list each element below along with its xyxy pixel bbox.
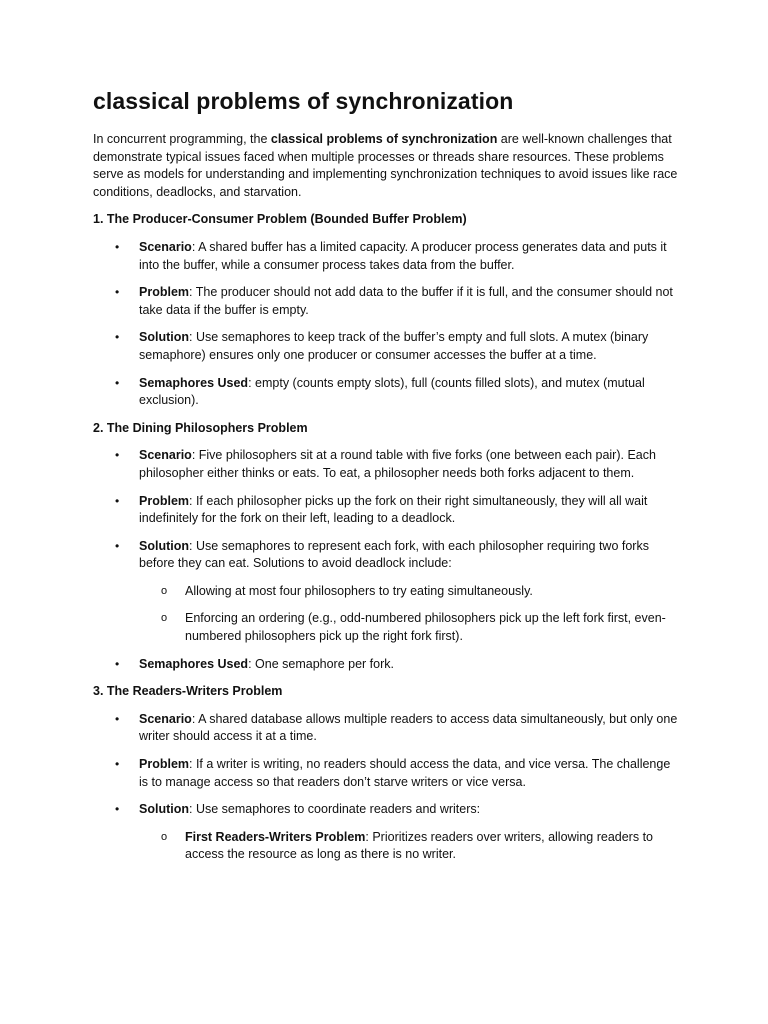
- intro-bold-phrase: classical problems of synchronization: [270, 132, 498, 146]
- sub-item-text: Allowing at most four philosophers to try eating simultaneously.: [185, 583, 533, 598]
- document-title: classical problems of synchronization: [93, 88, 514, 114]
- item-label: Problem: [139, 493, 190, 508]
- circle-bullet-icon: o: [161, 830, 168, 843]
- deadlock-solutions-sublist: [139, 583, 678, 646]
- bullet-icon: •: [115, 448, 120, 463]
- list-item: [93, 329, 678, 364]
- item-text: : If a writer is writing, no readers should access the data, and vice versa. The challenge is to manage access so that readers don’t starve writers or vice versa.: [139, 757, 671, 789]
- item-label: Solution: [139, 330, 189, 345]
- item-label: Scenario: [139, 711, 192, 726]
- item-text: : empty (counts empty slots), full (counts filled slots), and mutex (mutual exclusion).: [139, 375, 645, 408]
- item-text: : If each philosopher picks up the fork on their right simultaneously, they will all wait indefinitely for the fork on their left, leading to a deadlock.: [139, 493, 648, 526]
- section-heading-dining-philosophers: 2. The Dining Philosophers Problem: [93, 420, 308, 435]
- sub-list-item: [139, 583, 678, 601]
- list-item: [93, 375, 678, 410]
- intro-paragraph: [93, 131, 678, 201]
- document-page: [93, 86, 678, 874]
- list-item: [93, 538, 678, 646]
- list-item: [93, 711, 678, 746]
- item-text: : One semaphore per fork.: [248, 656, 394, 671]
- bullet-icon: •: [115, 656, 120, 671]
- item-label: Semaphores Used: [139, 375, 249, 390]
- item-label: Semaphores Used: [139, 656, 249, 671]
- bullet-icon: •: [115, 538, 120, 553]
- readers-writers-list: [93, 711, 678, 864]
- item-text: : A shared buffer has a limited capacity. A producer process generates data and puts it into the buffer, while a consumer process takes data from the buffer.: [139, 239, 667, 272]
- bullet-icon: •: [115, 757, 120, 772]
- section-heading-readers-writers: 3. The Readers-Writers Problem: [93, 684, 283, 699]
- item-text: : Use semaphores to keep track of the buffer’s empty and full slots. A mutex (binary semaphore) ensures only one producer or consumer accesses the buffer at a time.: [139, 330, 649, 362]
- list-item: [93, 239, 678, 274]
- intro-text-start: In concurrent programming, the: [93, 132, 271, 146]
- item-label: Solution: [139, 538, 189, 553]
- dining-philosophers-list: [93, 447, 678, 673]
- bullet-icon: •: [115, 802, 120, 817]
- item-label: Scenario: [139, 239, 192, 254]
- item-label: Solution: [139, 802, 189, 817]
- section-heading-producer-consumer: 1. The Producer-Consumer Problem (Bounded Buffer Problem): [93, 212, 467, 227]
- producer-consumer-list: [93, 239, 678, 410]
- bullet-icon: •: [115, 711, 120, 726]
- readers-writers-variants-sublist: [139, 829, 678, 864]
- bullet-icon: •: [115, 375, 120, 390]
- list-item: [93, 656, 678, 674]
- item-label: Problem: [139, 285, 190, 300]
- sub-item-text: Enforcing an ordering (e.g., odd-numbered philosophers pick up the left fork first, even-numbered philosophers pick up the right fork first).: [185, 611, 666, 644]
- sub-item-text: : Prioritizes readers over writers, allowing readers to access the resource as long as there is no writer.: [185, 829, 653, 862]
- circle-bullet-icon: o: [161, 612, 168, 625]
- circle-bullet-icon: o: [161, 584, 168, 597]
- sub-list-item: [139, 829, 678, 864]
- bullet-icon: •: [115, 493, 120, 508]
- intro-text-end: are well-known challenges that demonstrate typical issues faced when multiple processes or threads share resources. These problems serve as models for understanding and implementing synchronization techniques to avoid issues like race conditions, deadlocks, and starvation.: [93, 132, 678, 199]
- list-item: [93, 756, 678, 791]
- item-text: : Five philosophers sit at a round table with five forks (one between each pair). Each philosopher either thinks or eats. To eat, a philosopher needs both forks adjacent to them.: [139, 448, 656, 480]
- list-item: [93, 493, 678, 528]
- item-text: : The producer should not add data to the buffer if it is full, and the consumer should not take data if the buffer is empty.: [139, 285, 673, 317]
- item-label: Problem: [139, 757, 190, 772]
- list-item: [93, 284, 678, 319]
- bullet-icon: •: [115, 285, 120, 300]
- sub-list-item: [139, 610, 678, 645]
- bullet-icon: •: [115, 239, 120, 254]
- bullet-icon: •: [115, 330, 120, 345]
- sub-item-label: First Readers-Writers Problem: [185, 829, 366, 844]
- item-label: Scenario: [139, 448, 192, 463]
- list-item: [93, 801, 678, 864]
- item-text: : Use semaphores to coordinate readers and writers:: [189, 802, 481, 817]
- item-text: : A shared database allows multiple readers to access data simultaneously, but only one writer should access it at a time.: [139, 711, 678, 744]
- list-item: [93, 447, 678, 482]
- item-text: : Use semaphores to represent each fork, with each philosopher requiring two forks before they can eat. Solutions to avoid deadlock include:: [139, 538, 649, 571]
